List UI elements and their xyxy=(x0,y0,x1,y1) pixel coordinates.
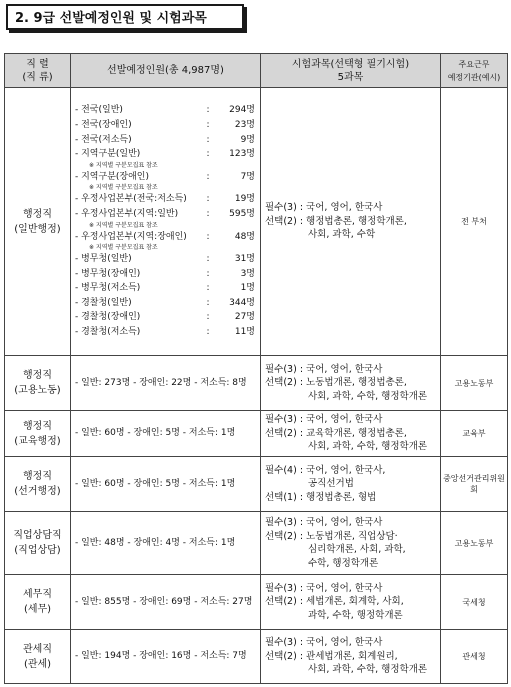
job-line: 행정직 xyxy=(23,471,52,482)
subject-line: 선택(1) : 행정법총론, 형법 xyxy=(265,491,377,503)
quota-colon: : xyxy=(206,327,210,338)
quota-value: 595명 xyxy=(229,208,255,219)
subject-line: 필수(3) : 국어, 영어, 한국사 xyxy=(265,202,383,214)
subject-line: 필수(3) : 국어, 영어, 한국사 xyxy=(265,517,383,528)
agency-cell: 고용노동부 xyxy=(441,356,508,411)
quota-value: 344명 xyxy=(229,297,255,308)
subjects-cell xyxy=(261,411,441,457)
quota-colon: : xyxy=(206,105,210,116)
quota-cell xyxy=(71,411,261,457)
subject-line: 선택(2) : 노동법개론, 행정법총론, xyxy=(265,377,407,389)
quota-item xyxy=(75,207,260,222)
subject-line: 심리학개론, 사회, 과학, xyxy=(308,544,406,555)
table-row xyxy=(5,88,508,356)
quota-item xyxy=(75,133,260,148)
quota-summary: - 일반: 855명 - 장애인: 69명 - 저소득: 27명 xyxy=(75,596,253,607)
quota-colon: : xyxy=(206,312,210,323)
quota-colon: : xyxy=(206,283,210,294)
quota-item xyxy=(75,230,260,245)
subject-line: 선택(2) : 관세법개론, 회계원리, xyxy=(265,650,398,662)
subject-line: 공직선거법 xyxy=(308,478,354,490)
subject-line: 사회, 과학, 수학 xyxy=(308,229,376,241)
quota-cell xyxy=(71,457,261,512)
subject-line: 선택(2) : 교육학개론, 행정법총론, xyxy=(265,427,407,439)
quota-summary: - 일반: 48명 - 장애인: 4명 - 저소득: 1명 xyxy=(75,537,236,548)
quota-label: - 전국(일반) xyxy=(75,105,123,116)
quota-cell xyxy=(71,356,261,411)
table-row xyxy=(5,356,508,411)
job-line: (고용노동) xyxy=(14,385,61,396)
quota-colon: : xyxy=(206,171,210,182)
table-row xyxy=(5,575,508,630)
job-line: 직업상담직 xyxy=(13,530,62,541)
job-cell xyxy=(5,457,71,512)
table-body xyxy=(5,88,508,684)
quota-item xyxy=(75,170,260,185)
quota-label: - 우정사업본부(지역:장애인) xyxy=(75,231,187,242)
subject-line: 사회, 과학, 수학, 행정학개론 xyxy=(308,390,428,402)
quota-cell xyxy=(71,630,261,684)
quota-label: - 지역구분(일반) xyxy=(75,149,141,160)
subject-line: 선택(2) : 노동법개론, 직업상담· xyxy=(265,530,398,542)
quota-item xyxy=(75,147,260,162)
job-line: (일반행정) xyxy=(14,223,61,235)
subjects-cell xyxy=(261,630,441,684)
job-line: 세무직 xyxy=(23,589,52,600)
quota-label: - 지역구분(장애인) xyxy=(75,171,149,182)
subject-line: 과학, 수학, 행정학개론 xyxy=(308,609,403,621)
subject-line: 필수(3) : 국어, 영어, 한국사 xyxy=(265,363,383,375)
job-cell xyxy=(5,356,71,411)
quota-summary: - 일반: 273명 - 장애인: 22명 - 저소득: 8명 xyxy=(75,377,247,388)
quota-label: - 우정사업본부(전국:저소득) xyxy=(75,194,187,205)
quota-value: 7명 xyxy=(240,171,255,182)
quota-note: ※ 지역별 구분모집표 참조 xyxy=(89,161,158,169)
subject-line: 필수(3) : 국어, 영어, 한국사 xyxy=(265,637,383,649)
subjects-cell xyxy=(261,356,441,411)
subject-line: 필수(4) : 국어, 영어, 한국사, xyxy=(265,464,386,476)
quota-colon: : xyxy=(206,149,210,160)
quota-item xyxy=(75,118,260,133)
quota-label: - 병무청(일반) xyxy=(75,254,132,265)
subjects-cell xyxy=(261,88,441,356)
job-line: 행정직 xyxy=(23,370,52,381)
job-line: 행정직 xyxy=(23,208,52,220)
quota-value: 48명 xyxy=(234,231,255,242)
subject-line: 사회, 과학, 수학, 행정학개론 xyxy=(308,441,428,453)
quota-value: 9명 xyxy=(240,134,255,145)
quota-value: 3명 xyxy=(240,268,255,279)
quota-summary: - 일반: 60명 - 장애인: 5명 - 저소득: 1명 xyxy=(75,428,236,439)
job-line: (관세) xyxy=(23,658,52,670)
quota-colon: : xyxy=(206,194,210,205)
quota-label: - 경찰청(저소득) xyxy=(75,327,141,338)
quota-value: 294명 xyxy=(229,105,255,116)
job-cell xyxy=(5,512,71,575)
quota-item xyxy=(75,310,260,325)
quota-value: 31명 xyxy=(234,254,255,265)
job-line: (교육행정) xyxy=(14,435,61,447)
quota-item xyxy=(75,325,260,340)
agency-cell: 관세청 xyxy=(441,630,508,684)
quota-value: 23명 xyxy=(234,119,255,130)
quota-cell xyxy=(71,512,261,575)
header-row xyxy=(5,54,508,88)
quota-colon: : xyxy=(206,254,210,265)
table-row xyxy=(5,457,508,512)
quota-value: 1명 xyxy=(240,283,255,294)
job-line: 행정직 xyxy=(23,420,52,432)
subject-line: 사회, 과학, 수학, 행정학개론 xyxy=(308,664,428,676)
quota-cell xyxy=(71,575,261,630)
quota-item xyxy=(75,281,260,296)
job-cell xyxy=(5,88,71,356)
quota-item xyxy=(75,192,260,207)
job-cell xyxy=(5,411,71,457)
quota-note: ※ 지역별 구분모집표 참조 xyxy=(89,221,158,229)
quota-item xyxy=(75,267,260,282)
job-line: (직업상담) xyxy=(14,545,61,556)
quota-value: 19명 xyxy=(234,194,255,205)
header-job: 직 렬 (직 류) xyxy=(5,54,71,88)
table-row xyxy=(5,411,508,457)
agency-cell: 국세청 xyxy=(441,575,508,630)
quota-item xyxy=(75,103,260,118)
quota-label: - 경찰청(장애인) xyxy=(75,312,141,323)
quota-value: 123명 xyxy=(229,149,255,160)
quota-label: - 병무청(저소득) xyxy=(75,283,141,294)
quota-item xyxy=(75,252,260,267)
table-row xyxy=(5,512,508,575)
header-quota: 선발예정인원(총 4,987명) xyxy=(71,54,261,88)
quota-label: - 전국(장애인) xyxy=(75,119,132,130)
header-subjects: 시험과목(선택형 필기시험) 5과목 xyxy=(261,54,441,88)
quota-label: - 병무청(장애인) xyxy=(75,268,141,279)
subject-line: 선택(2) : 행정법총론, 행정학개론, xyxy=(265,215,407,227)
subject-line: 수학, 행정학개론 xyxy=(308,557,379,569)
agency-cell: 전 부처 xyxy=(441,88,508,356)
subject-line: 필수(3) : 국어, 영어, 한국사 xyxy=(265,414,383,426)
subjects-cell xyxy=(261,512,441,575)
job-line: (세무) xyxy=(23,604,52,615)
header-agency: 주요근무 예정기관(예시) xyxy=(441,54,508,88)
section-heading: 2. 9급 선발예정인원 및 시험과목 xyxy=(6,4,244,30)
quota-summary: - 일반: 60명 - 장애인: 5명 - 저소득: 1명 xyxy=(75,478,236,489)
job-cell xyxy=(5,630,71,684)
quota-value: 11명 xyxy=(234,327,255,338)
quota-colon: : xyxy=(206,134,210,145)
quota-label: - 전국(저소득) xyxy=(75,134,132,145)
job-line: 관세직 xyxy=(23,643,52,655)
quota-colon: : xyxy=(206,231,210,242)
agency-cell: 중앙선거관리위원회 xyxy=(441,457,508,512)
quota-note: ※ 지역별 구분모집표 참조 xyxy=(89,244,158,252)
job-line: (선거행정) xyxy=(14,486,61,497)
quota-label: - 경찰청(일반) xyxy=(75,297,132,308)
quota-note: ※ 지역별 구분모집표 참조 xyxy=(89,184,158,192)
job-cell xyxy=(5,575,71,630)
recruitment-table xyxy=(4,53,508,684)
quota-colon: : xyxy=(206,208,210,219)
quota-summary: - 일반: 194명 - 장애인: 16명 - 저소득: 7명 xyxy=(75,651,247,662)
subjects-cell xyxy=(261,575,441,630)
agency-cell: 고용노동부 xyxy=(441,512,508,575)
subject-line: 선택(2) : 세법개론, 회계학, 사회, xyxy=(265,596,404,608)
quota-colon: : xyxy=(206,119,210,130)
quota-label: - 우정사업본부(지역:일반) xyxy=(75,208,179,219)
quota-colon: : xyxy=(206,297,210,308)
quota-value: 27명 xyxy=(234,312,255,323)
subject-line: 필수(3) : 국어, 영어, 한국사 xyxy=(265,582,383,594)
quota-colon: : xyxy=(206,268,210,279)
table-row xyxy=(5,630,508,684)
quota-cell xyxy=(71,88,261,356)
subjects-cell xyxy=(261,457,441,512)
quota-item xyxy=(75,296,260,311)
agency-cell: 교육부 xyxy=(441,411,508,457)
